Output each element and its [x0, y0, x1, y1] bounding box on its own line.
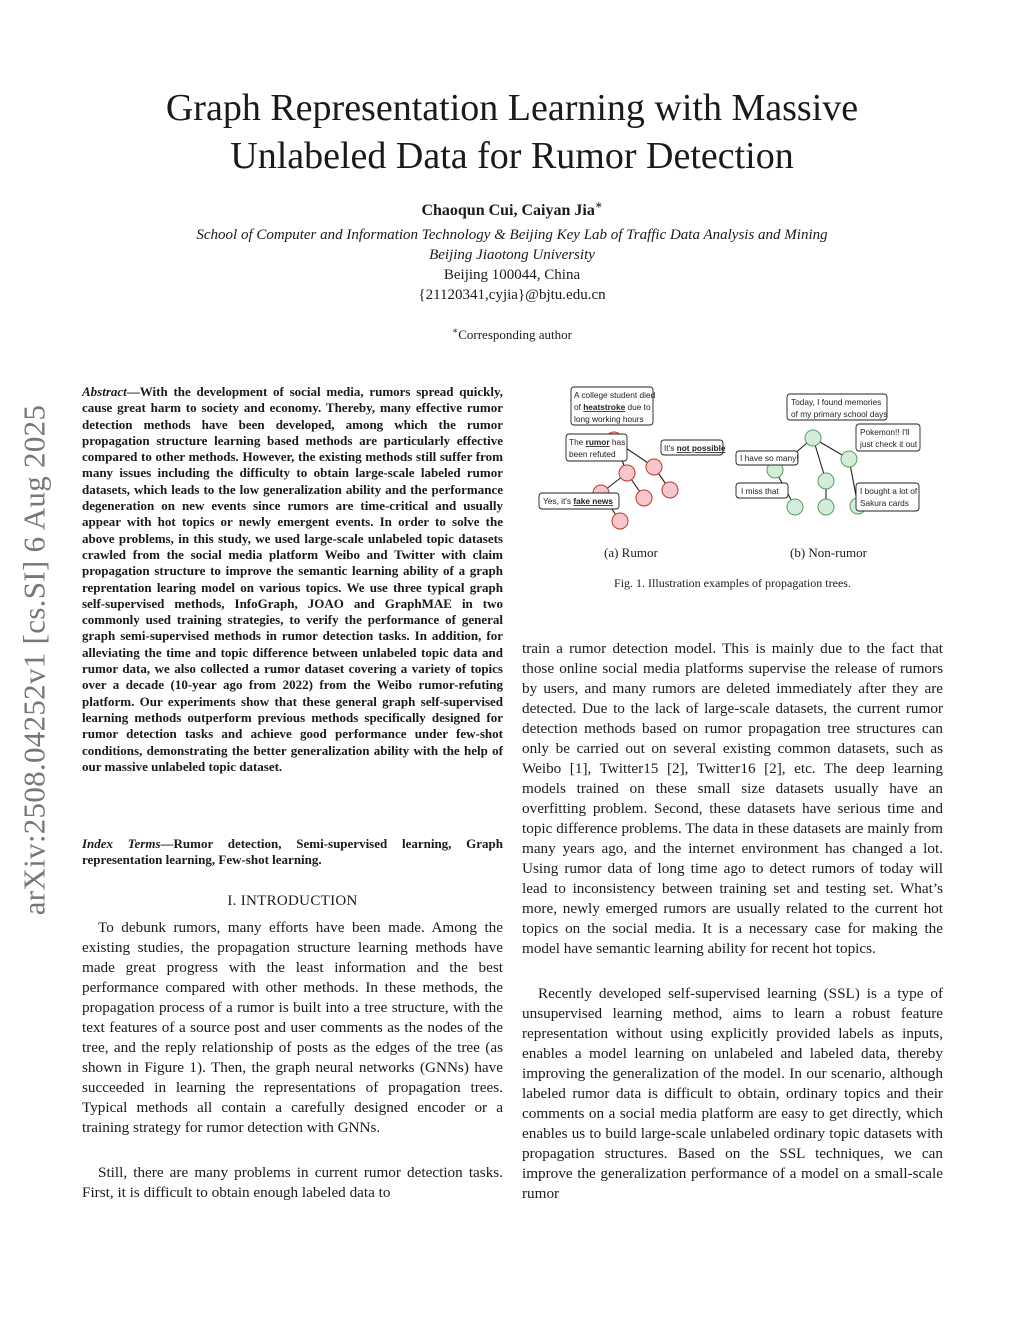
nonrumor-bubble-source-line-2: of my primary school days [791, 409, 888, 419]
rumor-node [646, 459, 662, 475]
figure-1 [522, 382, 943, 597]
index-terms [82, 836, 503, 869]
figure-subcaption-rumor: (a) Rumor [604, 545, 658, 560]
author-mark: ∗ [594, 199, 603, 212]
section-heading-introduction: I. INTRODUCTION [227, 893, 358, 909]
affiliation-line-2: Beijing Jiaotong University [429, 247, 595, 263]
figure-caption: Fig. 1. Illustration examples of propagation trees. [614, 576, 851, 590]
rumor-node [662, 482, 678, 498]
nonrumor-bubble-source-line-1: Today, I found memories [791, 397, 882, 407]
nonrumor-bubble-miss-that-text: I miss that [741, 486, 779, 496]
nonrumor-bubbles [736, 394, 920, 511]
title-line-2: Unlabeled Data for Rumor Detection [230, 135, 794, 177]
rumor-bubble-source-line-1: A college student died [574, 390, 656, 400]
arxiv-stamp [4, 370, 64, 950]
author-list [100, 199, 924, 220]
rumor-node [619, 465, 635, 481]
nonrumor-node [818, 499, 834, 515]
right-paragraph-2 [522, 984, 943, 1204]
nonrumor-bubble-sakura-line-1: I bought a lot of [860, 486, 918, 496]
right-paragraph-1 [522, 639, 943, 959]
affiliation-block [100, 225, 924, 305]
index-terms-label: Index Terms [82, 836, 161, 851]
author-names: Chaoqun Cui, Caiyan Jia [421, 202, 595, 219]
nonrumor-node [805, 430, 821, 446]
abstract-label: Abstract [82, 384, 127, 399]
arxiv-stamp-text: arXiv:2508.04252v1 [cs.SI] 6 Aug 2025 [16, 404, 52, 916]
nonrumor-bubble-pokemon-line-1: Pokemon!! I'll [860, 427, 910, 437]
rumor-bubble-refuted-line-1: The rumor has [569, 437, 626, 447]
abstract [82, 384, 503, 775]
nonrumor-node [818, 473, 834, 489]
affiliation-line-1: School of Computer and Information Technology & Beijing Key Lab of Traffic Data Analysis and Mining [196, 227, 828, 243]
intro-paragraph-2 [82, 1163, 503, 1203]
corresponding-note [100, 327, 924, 343]
intro-paragraph-2-text: Still, there are many problems in current rumor detection tasks. First, it is difficult to obtain enough labeled data to [82, 1164, 503, 1201]
rumor-bubble-not-possible-text: It's not possible [664, 443, 726, 453]
nonrumor-bubble-pokemon-line-2: just check it out [860, 439, 918, 449]
index-terms-text: —Rumor detection, Semi-supervised learning, Graph representation learning, Few-shot learning. [82, 836, 503, 868]
nonrumor-node [841, 451, 857, 467]
nonrumor-node [787, 499, 803, 515]
right-paragraph-1-text: train a rumor detection model. This is mainly due to the fact that those online social media platforms supervise the release of rumors by users, and many rumors are deleted immediately after they are detected. Due to the lack of large-scale datasets, the current rumor detection methods based on rumor propagation tree structures can only be carried out on several existing common datasets, such as Weibo [1], Twitter15 [2], Twitter16 [2], etc. The deep learning models trained on these small size datasets usually have an overfitting problem. Second, these datasets have serious time and topic difference problems. The data in these datasets are mainly from many years ago, and the internet environment has changed a lot. Using rumor data of long time ago to detect rumors of today will lead to inconsistency between training set and testing set. What’s more, newly emerged rumors are usually related to the current hot topics on the social media. It is a necessary case for making the model have semantic learning ability for recent hot topics. [522, 640, 943, 957]
rumor-bubble-source-line-3: long working hours [574, 414, 644, 424]
corresponding-text: Corresponding author [458, 327, 572, 342]
right-paragraph-2-text: Recently developed self-supervised learning (SSL) is a type of unsupervised learning method, aims to learn a robust feature representation without using explicitly provided labels as inputs, enables a model learning on unlabeled and labeled data, thereby improving the generalization of the model. In our scenario, although labeled rumor data is difficult to obtain, ordinary topics and their comments on a social media platform are easy to get directly, which enables us to build large-scale unlabeled ordinary topic datasets with propagation structures. Based on the SSL techniques, we can improve the generalization performance of a model on a small-scale rumor [522, 985, 943, 1202]
title-line-1: Graph Representation Learning with Massive [165, 87, 859, 129]
corresponding-mark: ∗ [452, 325, 459, 336]
rumor-bubble-fake-news-text: Yes, it's fake news [543, 496, 614, 506]
rumor-bubble-refuted-line-2: been refuted [569, 449, 616, 459]
nonrumor-bubble-sakura-line-2: Sakura cards [860, 498, 909, 508]
propagation-tree-illustration [522, 382, 943, 542]
affiliation-line-3: Beijing 100044, China [443, 267, 581, 283]
nonrumor-bubble-so-many-text: I have so many! [740, 453, 799, 463]
paper-title [100, 84, 924, 180]
rumor-bubble-source-line-2: of heatstroke due to [574, 402, 651, 412]
rumor-bubbles [539, 387, 726, 509]
abstract-text: —With the development of social media, rumors spread quickly, cause great harm to society and economy. Thereby, many effective rumor detection methods have been developed, among which the rumor propagation structure learning based methods are particularly effective compared to other methods. However, the existing methods still suffer from many issues including the difficulty to obtain large-scale labeled rumor datasets, which leads to the low generalization ability and the performance degeneration on new events since rumors are time-critical and usually appear with hot topics or newly emergent events. In order to solve the above problems, in this study, we used large-scale unlabeled topic datasets crawled from the social media platform Weibo and Twitter with claim propagation structure to improve the semantic learning ability of a graph reprentation learing model on various topics. We use three typical graph self-supervised methods, InfoGraph, JOAO and GraphMAE in two commonly used training strategies, to verify the performance of general graph semi-supervised methods in rumor detection tasks. In addition, for alleviating the time and topic difference between unlabeled topic data and rumor data, we also collected a rumor dataset covering a variety of topics over a decade (10-year ago from 2022) from the Weibo rumor-refuting platform. Our experiments show that these general graph self-supervised learning methods outperform previous methods specifically designed for rumor detection tasks and achieve good performance under few-shot conditions, demonstrating the better generalization ability with the help of our massive unlabeled topic dataset. [82, 384, 503, 774]
rumor-node [636, 490, 652, 506]
figure-subcaption-nonrumor: (b) Non-rumor [790, 545, 867, 560]
rumor-node [612, 513, 628, 529]
intro-paragraph-1 [82, 918, 503, 1138]
intro-paragraph-1-text: To debunk rumors, many efforts have been made. Among the existing studies, the propagation structure learning methods have made great progress with the least information and the best performance compared with other methods. In these methods, the propagation process of a rumor is built into a tree structure, with the text features of a source post and user comments as the nodes of the tree, and the reply relationship of posts as the edges of the tree (as shown in Figure 1). Then, the graph neural networks (GNNs) have succeeded in learning the representations of propagation trees. Typical methods all contain a carefully designed encoder or a training strategy for rumor detection with GNNs. [82, 919, 503, 1136]
author-email: {21120341,cyjia}@bjtu.edu.cn [418, 287, 606, 303]
